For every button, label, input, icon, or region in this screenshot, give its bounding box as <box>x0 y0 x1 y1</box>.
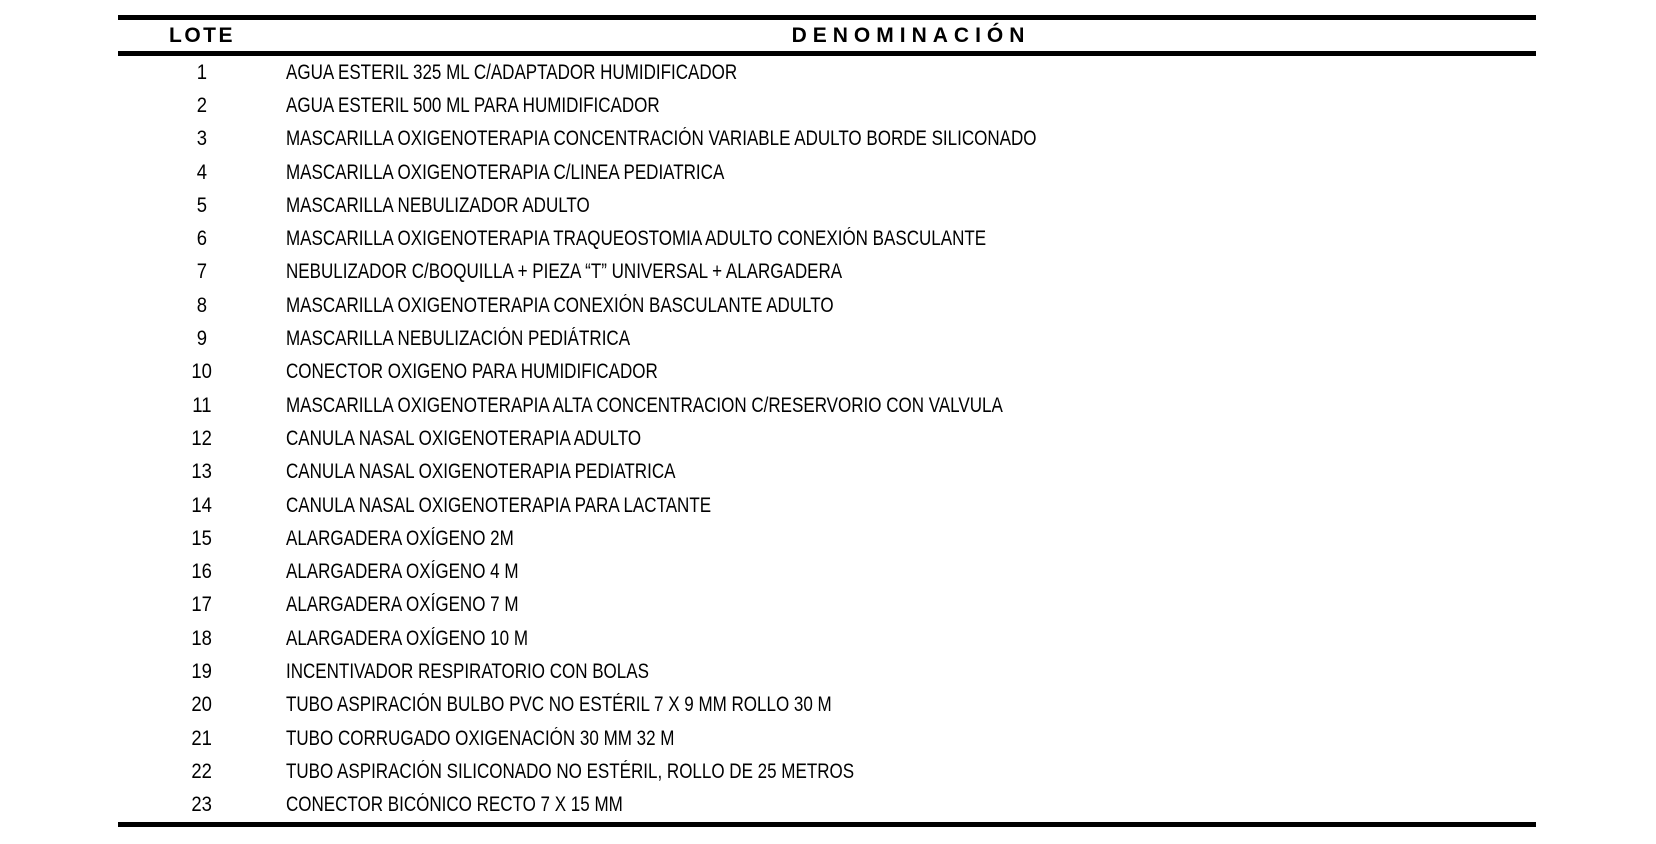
table-row <box>118 655 1536 688</box>
denominacion-value: ALARGADERA OXÍGENO 2M <box>286 526 514 550</box>
table-row <box>118 522 1536 555</box>
denominacion-cell <box>286 755 1536 788</box>
table-row <box>118 456 1536 489</box>
lote-cell <box>118 655 286 688</box>
denominacion-cell <box>286 89 1536 122</box>
table-row <box>118 189 1536 222</box>
lote-value: 16 <box>191 560 213 584</box>
denominacion-cell <box>286 189 1536 222</box>
lote-value: 14 <box>191 493 213 517</box>
table-row <box>118 789 1536 825</box>
denominacion-cell <box>286 489 1536 522</box>
denominacion-value: TUBO ASPIRACIÓN SILICONADO NO ESTÉRIL, ROLLO DE 25 METROS <box>286 759 855 783</box>
denominacion-cell <box>286 222 1536 255</box>
table-row <box>118 222 1536 255</box>
table-row <box>118 123 1536 156</box>
denominacion-value: ALARGADERA OXÍGENO 4 M <box>286 560 519 584</box>
lote-cell <box>118 222 286 255</box>
table-row <box>118 755 1536 788</box>
lote-cell <box>118 456 286 489</box>
denominacion-value: CONECTOR BICÓNICO RECTO 7 X 15 MM <box>286 793 623 817</box>
lote-value: 19 <box>191 659 213 683</box>
table-row <box>118 289 1536 322</box>
lote-value: 8 <box>196 293 208 317</box>
denominacion-cell <box>286 622 1536 655</box>
denominacion-value: AGUA ESTERIL 325 ML C/ADAPTADOR HUMIDIFICADOR <box>286 60 738 84</box>
table-row <box>118 722 1536 755</box>
lote-value: 15 <box>191 526 213 550</box>
lote-value: 1 <box>196 60 208 84</box>
lote-cell <box>118 555 286 588</box>
column-header-lote: LOTE <box>169 23 235 47</box>
denominacion-cell <box>286 722 1536 755</box>
lots-table <box>118 15 1536 827</box>
lote-value: 10 <box>191 360 213 384</box>
column-header-denominacion: DENOMINACIÓN <box>791 23 1031 47</box>
lote-value: 22 <box>191 759 213 783</box>
denominacion-cell <box>286 54 1536 90</box>
denominacion-cell <box>286 589 1536 622</box>
table-row <box>118 589 1536 622</box>
table-row <box>118 54 1536 90</box>
denominacion-value: CANULA NASAL OXIGENOTERAPIA PARA LACTANTE <box>286 493 712 517</box>
table-row <box>118 356 1536 389</box>
denominacion-value: MASCARILLA OXIGENOTERAPIA ALTA CONCENTRACION C/RESERVORIO CON VALVULA <box>286 393 1003 417</box>
lote-cell <box>118 489 286 522</box>
denominacion-value: MASCARILLA OXIGENOTERAPIA CONEXIÓN BASCULANTE ADULTO <box>286 293 834 317</box>
lote-value: 12 <box>191 426 213 450</box>
lote-value: 3 <box>196 127 208 151</box>
lote-cell <box>118 755 286 788</box>
lote-cell <box>118 89 286 122</box>
table-row <box>118 389 1536 422</box>
table-row <box>118 322 1536 355</box>
denominacion-cell <box>286 256 1536 289</box>
denominacion-value: MASCARILLA OXIGENOTERAPIA CONCENTRACIÓN VARIABLE ADULTO BORDE SILICONADO <box>286 127 1037 151</box>
lote-value: 7 <box>196 260 208 284</box>
lote-value: 4 <box>196 160 208 184</box>
table-body <box>118 54 1536 825</box>
lote-value: 2 <box>196 93 208 117</box>
denominacion-value: CONECTOR OXIGENO PARA HUMIDIFICADOR <box>286 360 658 384</box>
lote-cell <box>118 722 286 755</box>
denominacion-value: CANULA NASAL OXIGENOTERAPIA PEDIATRICA <box>286 460 676 484</box>
lote-value: 21 <box>191 726 213 750</box>
denominacion-cell <box>286 555 1536 588</box>
lote-cell <box>118 256 286 289</box>
lote-cell <box>118 422 286 455</box>
lote-cell <box>118 322 286 355</box>
denominacion-value: TUBO CORRUGADO OXIGENACIÓN 30 MM 32 M <box>286 726 675 750</box>
denominacion-value: TUBO ASPIRACIÓN BULBO PVC NO ESTÉRIL 7 X 9 MM ROLLO 30 M <box>286 693 832 717</box>
lote-cell <box>118 54 286 90</box>
denominacion-value: NEBULIZADOR C/BOQUILLA + PIEZA “T” UNIVERSAL + ALARGADERA <box>286 260 843 284</box>
denominacion-value: INCENTIVADOR RESPIRATORIO CON BOLAS <box>286 659 649 683</box>
lote-cell <box>118 522 286 555</box>
table-row <box>118 489 1536 522</box>
lote-cell <box>118 389 286 422</box>
lote-cell <box>118 689 286 722</box>
denominacion-cell <box>286 422 1536 455</box>
table-row <box>118 689 1536 722</box>
lote-value: 17 <box>191 593 213 617</box>
denominacion-value: CANULA NASAL OXIGENOTERAPIA ADULTO <box>286 426 642 450</box>
denominacion-value: ALARGADERA OXÍGENO 7 M <box>286 593 519 617</box>
denominacion-cell <box>286 289 1536 322</box>
lote-cell <box>118 123 286 156</box>
lote-value: 18 <box>191 626 213 650</box>
lote-value: 9 <box>196 327 208 351</box>
denominacion-value: MASCARILLA NEBULIZACIÓN PEDIÁTRICA <box>286 327 631 351</box>
denominacion-value: MASCARILLA OXIGENOTERAPIA C/LINEA PEDIATRICA <box>286 160 725 184</box>
lote-value: 5 <box>196 193 208 217</box>
denominacion-value: MASCARILLA NEBULIZADOR ADULTO <box>286 193 590 217</box>
table-row <box>118 156 1536 189</box>
table-row <box>118 89 1536 122</box>
lote-cell <box>118 356 286 389</box>
lote-value: 13 <box>191 460 213 484</box>
denominacion-cell <box>286 123 1536 156</box>
table-header <box>118 18 1536 54</box>
lote-cell <box>118 156 286 189</box>
table-row <box>118 555 1536 588</box>
lote-cell <box>118 789 286 825</box>
denominacion-cell <box>286 689 1536 722</box>
lote-cell <box>118 189 286 222</box>
lote-value: 11 <box>192 393 212 417</box>
denominacion-cell <box>286 456 1536 489</box>
lots-table-container <box>118 15 1536 827</box>
lote-cell <box>118 289 286 322</box>
lote-value: 6 <box>196 227 208 251</box>
denominacion-cell <box>286 322 1536 355</box>
header-row <box>118 18 1536 54</box>
denominacion-cell <box>286 156 1536 189</box>
denominacion-cell <box>286 789 1536 825</box>
denominacion-cell <box>286 655 1536 688</box>
denominacion-value: ALARGADERA OXÍGENO 10 M <box>286 626 529 650</box>
denominacion-value: MASCARILLA OXIGENOTERAPIA TRAQUEOSTOMIA ADULTO CONEXIÓN BASCULANTE <box>286 227 987 251</box>
lote-value: 20 <box>191 693 213 717</box>
denominacion-cell <box>286 356 1536 389</box>
table-row <box>118 422 1536 455</box>
lote-cell <box>118 622 286 655</box>
lote-value: 23 <box>191 793 213 817</box>
lote-cell <box>118 589 286 622</box>
denominacion-cell <box>286 522 1536 555</box>
denominacion-value: AGUA ESTERIL 500 ML PARA HUMIDIFICADOR <box>286 93 660 117</box>
table-row <box>118 622 1536 655</box>
table-row <box>118 256 1536 289</box>
denominacion-cell <box>286 389 1536 422</box>
